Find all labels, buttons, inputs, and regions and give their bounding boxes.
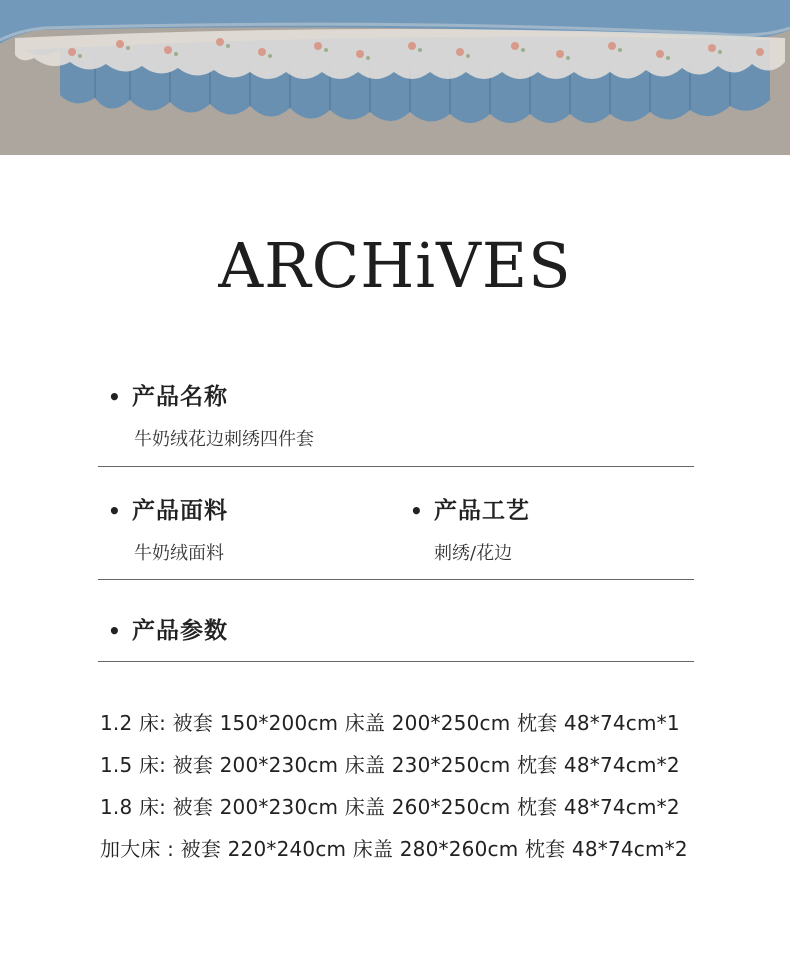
spec-line-1-2: 1.2 床: 被套 150*200cm 床盖 200*250cm 枕套 48*74cm*1 xyxy=(100,711,680,735)
section-heading xyxy=(108,492,228,525)
section-product-name xyxy=(108,378,314,451)
bullet-icon: • xyxy=(108,385,122,409)
params-title: 产品参数 xyxy=(132,618,228,644)
craft-title: 产品工艺 xyxy=(434,498,530,524)
craft-value: 刺绣/花边 xyxy=(434,543,513,564)
section-heading xyxy=(410,492,530,525)
spec-line-king: 加大床 : 被套 220*240cm 床盖 280*260cm 枕套 48*74cm*2 xyxy=(100,837,688,861)
product-name-value: 牛奶绒花边刺绣四件套 xyxy=(134,429,314,450)
section-heading xyxy=(108,378,314,411)
fabric-title: 产品面料 xyxy=(132,498,228,524)
section-fabric xyxy=(108,492,228,565)
product-photo xyxy=(0,0,790,155)
fabric-value: 牛奶绒面料 xyxy=(134,543,224,564)
bullet-icon: • xyxy=(108,499,122,523)
divider xyxy=(98,466,694,467)
section-params xyxy=(108,612,228,645)
divider xyxy=(98,579,694,580)
spec-line-1-8: 1.8 床: 被套 200*230cm 床盖 260*250cm 枕套 48*74cm*2 xyxy=(100,795,680,819)
product-name-title: 产品名称 xyxy=(132,384,228,410)
bullet-icon: • xyxy=(108,619,122,643)
divider xyxy=(98,661,694,662)
bed-skirt-illustration xyxy=(0,0,790,155)
brand-wordmark xyxy=(0,225,790,305)
brand-wordmark-text: ARCHiVES xyxy=(218,229,572,302)
section-craft xyxy=(410,492,530,565)
bullet-icon: • xyxy=(410,499,424,523)
section-heading xyxy=(108,612,228,645)
spec-line-1-5: 1.5 床: 被套 200*230cm 床盖 230*250cm 枕套 48*74cm*2 xyxy=(100,753,680,777)
